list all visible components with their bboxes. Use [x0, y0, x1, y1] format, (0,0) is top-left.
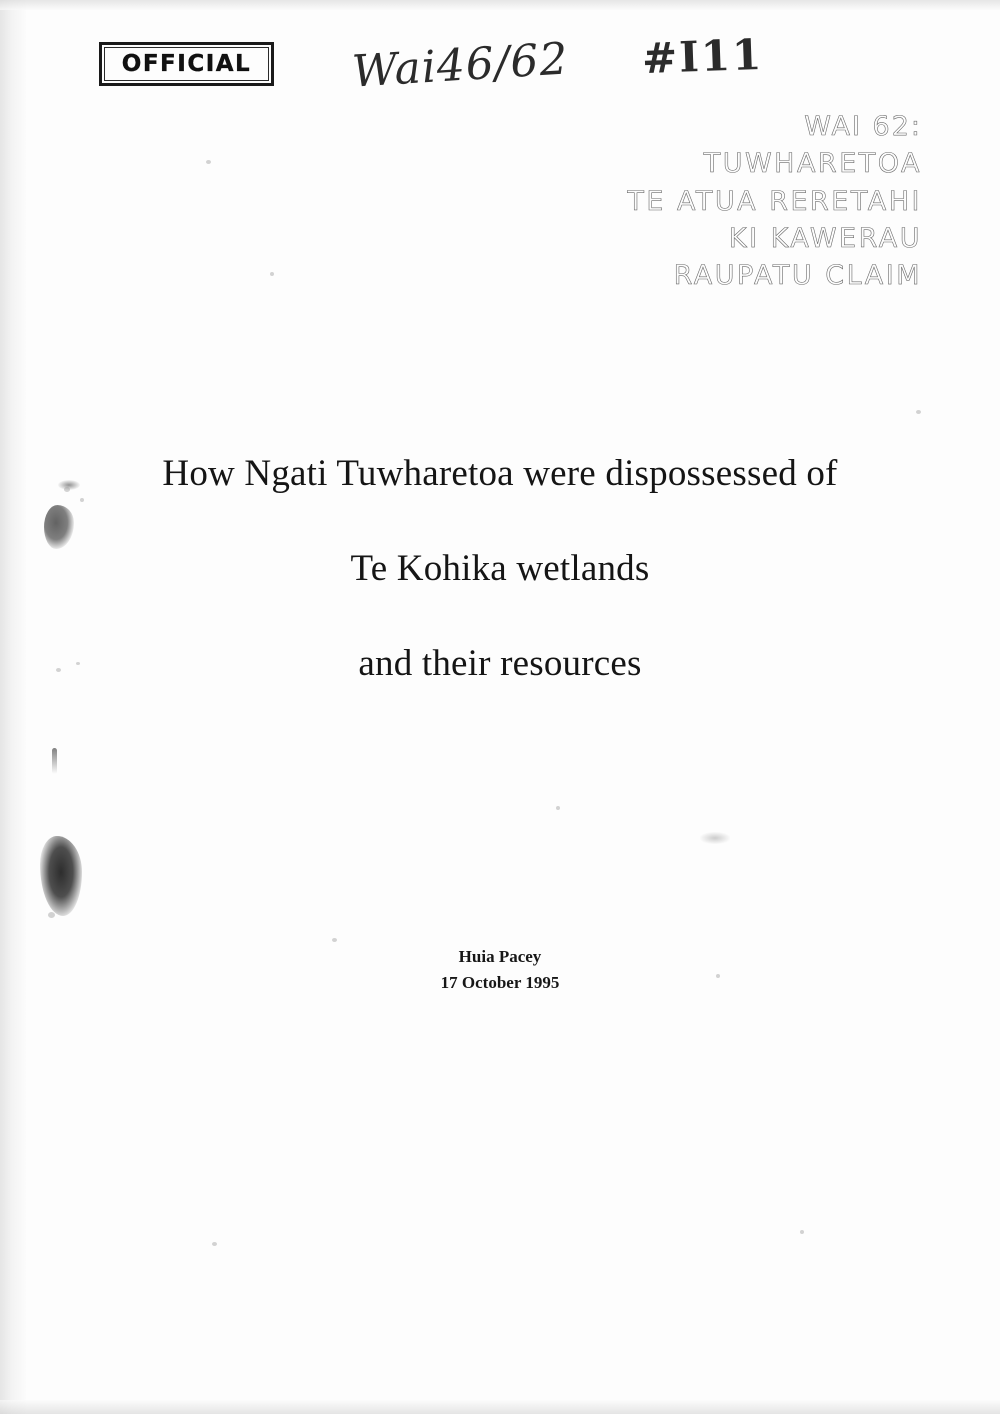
scan-speck: [80, 498, 84, 502]
claim-heading-line-2: TUWHARETOA: [703, 148, 922, 180]
scan-smudge: [700, 832, 730, 844]
scan-speck: [556, 806, 560, 810]
official-stamp-label: OFFICIAL: [121, 51, 252, 77]
claim-heading-line-5: RAUPATU CLAIM: [673, 260, 922, 291]
claim-heading-line-4: KI KAWERAU: [728, 222, 922, 254]
handwritten-document-number: #I11: [641, 29, 765, 84]
scan-speck: [212, 1242, 217, 1246]
scan-speck: [206, 160, 211, 164]
handwritten-reference-number: Wai46/62: [350, 33, 570, 98]
scan-speck: [716, 974, 720, 978]
scan-speck: [56, 668, 61, 672]
title-line-1: How Ngati Tuwharetoa were dispossessed of: [162, 453, 838, 494]
scan-speck: [76, 662, 80, 665]
scan-speck: [800, 1230, 804, 1234]
scan-smudge: [52, 748, 57, 774]
scan-speck: [48, 912, 55, 918]
official-stamp: [99, 42, 274, 86]
scan-speck: [916, 410, 921, 414]
claim-heading-line-1: WAI 62:: [804, 111, 922, 142]
scan-edge-top: [0, 0, 1000, 10]
page-title: [0, 455, 1000, 682]
scan-edge-bottom: [0, 1400, 1000, 1414]
scan-speck: [270, 272, 274, 276]
title-line-2: Te Kohika wetlands: [350, 548, 650, 589]
title-line-3: and their resources: [358, 643, 642, 684]
scan-speck: [332, 938, 337, 942]
claim-heading-line-3: TE ATUA RERETAHI: [627, 185, 922, 217]
claim-heading: [627, 108, 922, 294]
scan-edge-left: [0, 0, 26, 1414]
author-block: [0, 944, 1000, 995]
author-name: Huia Pacey: [458, 947, 542, 966]
official-stamp-inner-border: [104, 47, 269, 81]
scan-speck: [64, 487, 70, 492]
scan-smudge: [40, 836, 82, 916]
author-date: 17 October 1995: [440, 972, 560, 992]
